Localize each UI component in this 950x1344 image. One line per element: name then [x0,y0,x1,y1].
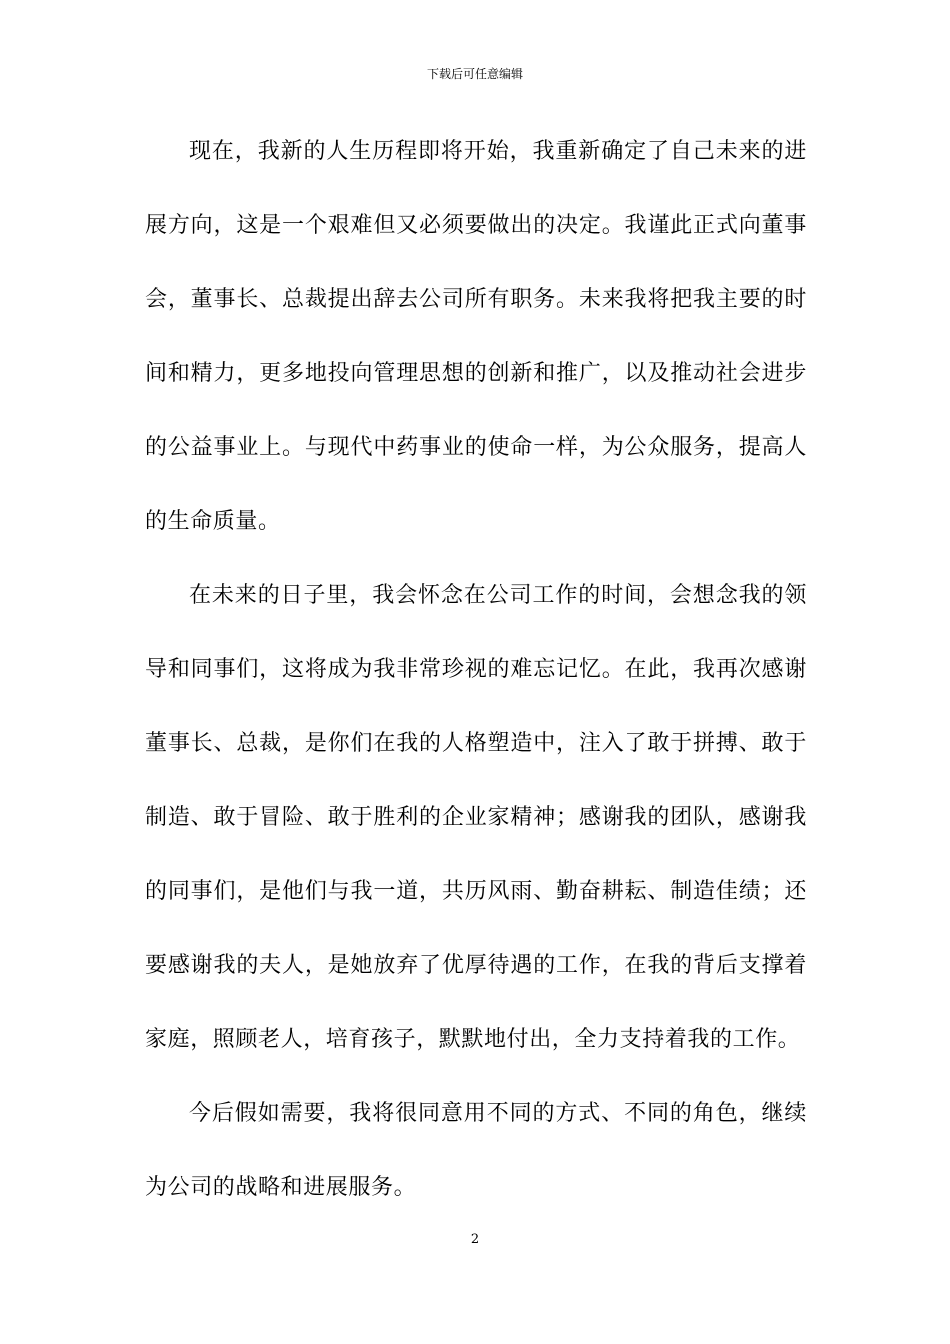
paragraph-1: 现在，我新的人生历程即将开始，我重新确定了自己未来的进展方向，这是一个艰难但又必须要做出的决定。我谨此正式向董事会，董事长、总裁提出辞去公司所有职务。未来我将把我主要的时间和精力，更多地投向管理思想的创新和推广，以及推动社会进步的公益事业上。与现代中药事业的使命一样，为公众服务，提高人的生命质量。 [145,139,807,534]
paragraph-3: 今后假如需要，我将很同意用不同的方式、不同的角色，继续为公司的战略和进展服务。 [145,1101,807,1200]
document-body [145,115,807,1225]
paragraph-2: 在未来的日子里，我会怀念在公司工作的时间，会想念我的领导和同事们，这将成为我非常珍视的难忘记忆。在此，我再次感谢董事长、总裁，是你们在我的人格塑造中，注入了敢于拼搏、敢于制造、敢于冒险、敢于胜利的企业家精神；感谢我的团队，感谢我的同事们，是他们与我一道，共历风雨、勤奋耕耘、制造佳绩；还要感谢我的夫人，是她放弃了优厚待遇的工作，在我的背后支撑着家庭，照顾老人，培育孩子，默默地付出，全力支持着我的工作。 [145,583,807,1052]
page-number: 2 [470,1232,480,1247]
page-header: 下载后可任意编辑 [426,67,523,81]
